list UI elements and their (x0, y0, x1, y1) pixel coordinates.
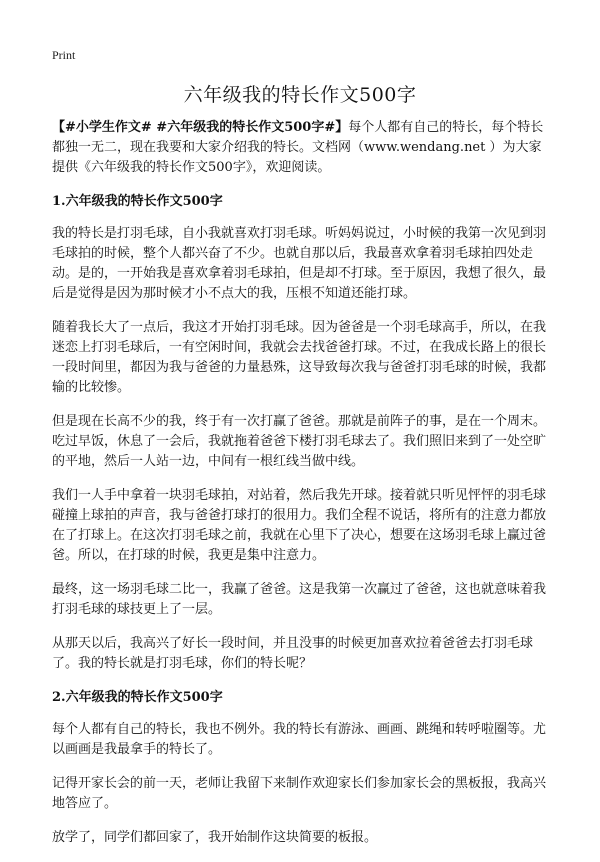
print-link[interactable]: Print (52, 48, 76, 62)
intro-tag: 【#小学生作文# #六年级我的特长作文500字#】 (52, 120, 349, 135)
paragraph: 但是现在长高不少的我，终于有一次打赢了爸爸。那就是前阵子的事，是在一个周末。吃过早饭，休息了一会后，我就拖着爸爸下楼打羽毛球去了。我们照旧来到了一处空旷的平地，然后一人站一边，中间有一根红线当做中线。 (52, 414, 547, 469)
paragraph: 从那天以后，我高兴了好长一段时间，并且没事的时候更加喜欢拉着爸爸去打羽毛球了。我的特长就是打羽毛球，你们的特长呢？ (52, 636, 534, 671)
paragraph: 每个人都有自己的特长，我也不例外。我的特长有游泳、画画、跳绳和转呼啦圈等。尤以画画是我最拿手的特长了。 (52, 722, 547, 757)
paragraph: 我的特长是打羽毛球，自小我就喜欢打羽毛球。听妈妈说过，小时候的我第一次见到羽毛球拍的时候，整个人都兴奋了不少。也就自那以后，我最喜欢拿着羽毛球拍四处走动。是的，一开始我是喜欢拿着羽毛球拍，但是却不打球。至于原因，我想了很久，最后是觉得是因为那时候才小不点大的我，压根不知道还能打球。 (52, 226, 547, 301)
article-intro (52, 118, 552, 178)
section-heading: 1.六年级我的特长作文500字 (52, 194, 223, 209)
paragraph: 我们一人手中拿着一块羽毛球拍，对站着，然后我先开球。接着就只听见怦怦的羽毛球碰撞上球拍的声音，我与爸爸打球打的很用力。我们全程不说话，将所有的注意力都放在了打球上。在这次打羽毛球之前，我就在心里下了决心，想要在这场羽毛球上赢过爸爸。所以，在打球的时候，我更是集中注意力。 (52, 488, 547, 563)
section-2 (52, 688, 552, 848)
intro-text: 每个人都有自己的特长，每个特长都独一无二，现在我要和大家介绍我的特长。文档网（www.wendang.net ）为大家提供《六年级我的特长作文500字》，欢迎阅读。 (52, 120, 544, 175)
paragraph: 最终，这一场羽毛球二比一，我赢了爸爸。这是我第一次赢过了爸爸，这也就意味着我打羽毛球的球技更上了一层。 (52, 582, 547, 617)
paragraph: 随着我长大了一点后，我这才开始打羽毛球。因为爸爸是一个羽毛球高手，所以，在我迷恋上打羽毛球后，一有空闲时间，我就会去找爸爸打球。不过，在我成长路上的很长一段时间里，都因为我与爸爸的力量悬殊，这导致每次我与爸爸打羽毛球的时候，我都输的比较惨。 (52, 320, 547, 395)
paragraph: 记得开家长会的前一天，老师让我留下来制作欢迎家长们参加家长会的黑板报，我高兴地答应了。 (52, 776, 547, 811)
section-1 (52, 192, 552, 674)
section-heading: 2.六年级我的特长作文500字 (52, 690, 223, 705)
paragraph: 放学了，同学们都回家了，我开始制作这块简要的板报。 (52, 830, 378, 845)
article-title: 六年级我的特长作文500字 (183, 84, 417, 106)
article-body (52, 118, 552, 862)
